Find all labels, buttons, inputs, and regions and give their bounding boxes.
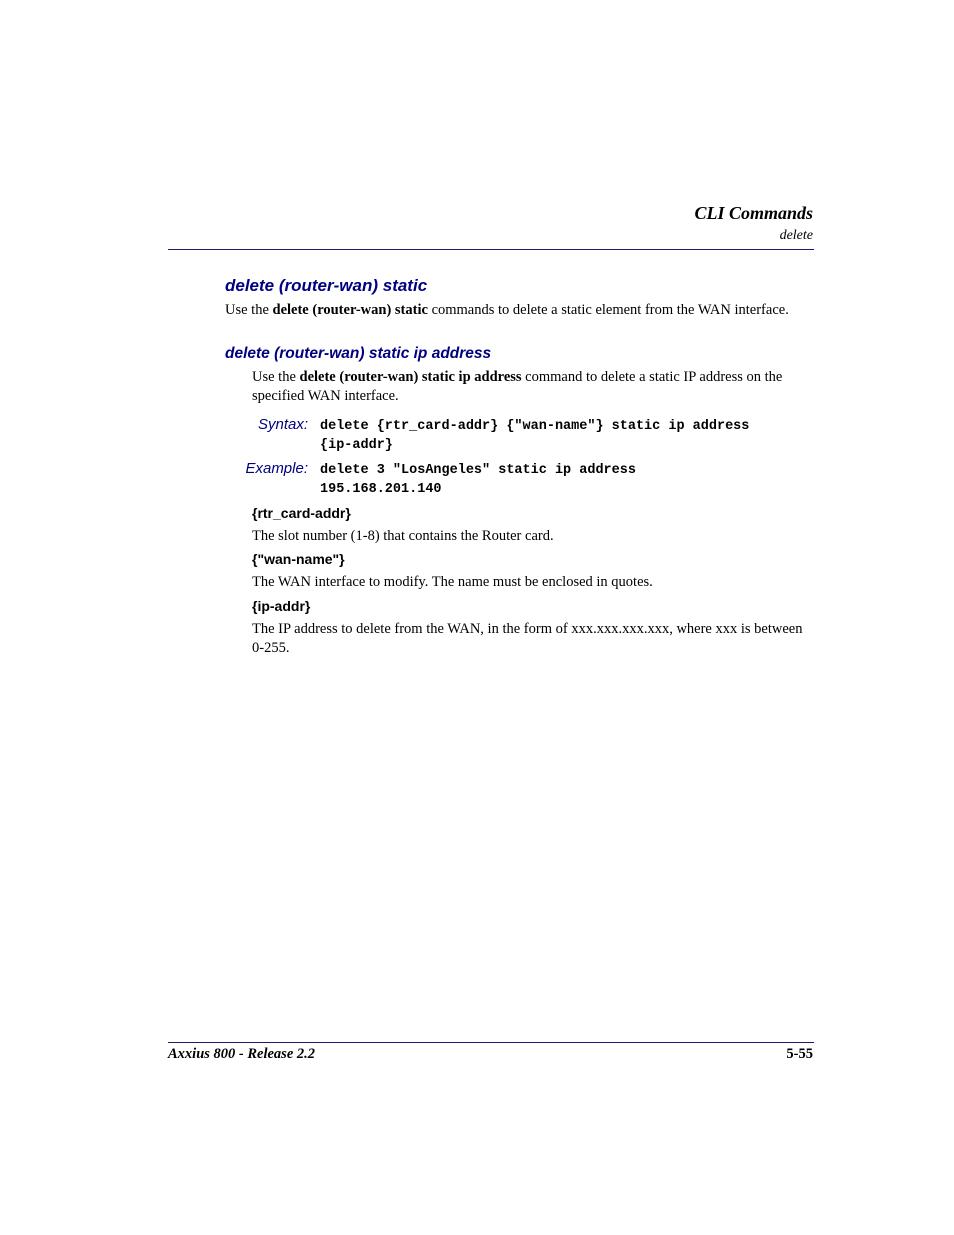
example-code-line: 195.168.201.140 bbox=[320, 482, 442, 497]
param-description: The WAN interface to modify. The name must be enclosed in quotes. bbox=[252, 574, 653, 590]
param-name: {rtr_card-addr} bbox=[252, 505, 351, 521]
example-label: Example: bbox=[245, 460, 308, 477]
syntax-code-line: delete {rtr_card-addr} {"wan-name"} static ip address bbox=[320, 419, 750, 434]
section-intro-command: delete (router-wan) static bbox=[272, 302, 428, 318]
subsection-intro-command: delete (router-wan) static ip address bbox=[299, 369, 522, 385]
subsection-intro-suffix: command to delete a static IP address on the specified WAN interface. bbox=[252, 369, 783, 404]
header-rule bbox=[168, 249, 814, 250]
subsection-intro-prefix: Use the bbox=[252, 369, 300, 385]
param-description: The IP address to delete from the WAN, in the form of xxx.xxx.xxx.xxx, where xxx is between 0-255. bbox=[252, 621, 803, 656]
example-code-line: delete 3 "LosAngeles" static ip address bbox=[320, 463, 636, 478]
example-code bbox=[320, 461, 636, 499]
subsection-intro bbox=[252, 368, 817, 406]
running-header-subtitle: delete bbox=[779, 228, 813, 243]
section-intro-prefix: Use the bbox=[225, 302, 273, 318]
syntax-code bbox=[320, 417, 749, 455]
param-name: {"wan-name"} bbox=[252, 551, 345, 567]
syntax-label: Syntax: bbox=[257, 416, 308, 433]
param-name: {ip-addr} bbox=[252, 598, 311, 614]
section-heading: delete (router-wan) static bbox=[225, 276, 428, 295]
param-description: The slot number (1-8) that contains the Router card. bbox=[252, 528, 554, 544]
running-header-title: CLI Commands bbox=[694, 203, 813, 223]
syntax-code-line: {ip-addr} bbox=[320, 438, 393, 453]
footer-rule bbox=[168, 1042, 814, 1043]
section-intro bbox=[225, 301, 795, 320]
page-number: 5-55 bbox=[786, 1046, 813, 1062]
footer-product: Axxius 800 - Release 2.2 bbox=[168, 1046, 316, 1062]
section-intro-suffix: commands to delete a static element from the WAN interface. bbox=[427, 302, 789, 318]
subsection-heading: delete (router-wan) static ip address bbox=[225, 345, 492, 362]
